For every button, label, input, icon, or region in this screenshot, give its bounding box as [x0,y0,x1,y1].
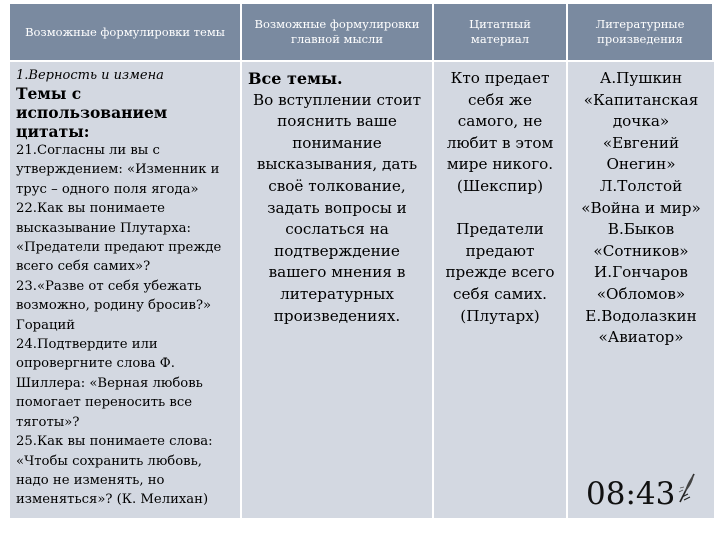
work-item: А.Пушкин [599,69,683,87]
work-item: Л.Толстой [599,176,683,195]
header-main-idea: Возможные формулировки главной мысли [242,4,434,62]
work-item: «Авиатор» [598,328,684,347]
work-item: Е.Водолазкин [585,306,697,325]
main-idea-text: Во вступлении стоит пояснить ваше понимание высказывания, дать своё толкование, задать вопросы и сослаться на подтверждение вашего мнения в литературных произведениях. [252,90,422,325]
topics-table [10,4,714,518]
clock-display [586,470,699,513]
topic-title: 1.Верность и измена [16,68,164,83]
quote-shakespeare: Кто предает себя же самого, не любит в этом мире никого. (Шекспир) [446,69,554,195]
quote-plutarch: Предатели предают прежде всего себя самих. (Плутарх) [445,220,555,325]
work-item: В.Быков [607,220,675,239]
question-25: 25.Как вы понимаете слова: «Чтобы сохранить любовь, надо не изменять, но изменяться»? (К. Мелихан) [16,434,213,508]
topic-subheading: Темы с использованием цитаты: [16,84,168,141]
work-item: И.Гончаров [594,263,688,282]
work-item: «Капитанская дочка» [583,90,699,131]
header-works: Литературные произведения [568,4,714,62]
work-item: «Обломов» [596,284,686,303]
question-24: 24.Подтвердите или опровергните слова Ф. Шиллера: «Верная любовь помогает переносить все тяготы»? [16,337,203,430]
clock-time: 08:43 [586,476,676,513]
question-21: 21.Согласны ли вы с утверждением: «Изменник и трус – одного поля ягода» [16,143,220,197]
question-22: 22.Как вы понимаете высказывание Плутарха: «Предатели предают прежде всего себя самих»? [16,201,222,275]
quill-icon [677,470,699,504]
cell-quotes [434,62,568,518]
work-item: «Евгений Онегин» [602,133,680,174]
cell-main-idea [242,62,434,518]
work-item: «Сотников» [593,241,689,260]
header-topic: Возможные формулировки темы [10,4,242,62]
cell-topics [10,62,242,518]
question-23: 23.«Разве от себя убежать возможно, родину бросив?» Гораций [16,278,212,333]
main-idea-lead: Все темы. [248,69,343,88]
work-item: «Война и мир» [581,198,701,217]
header-quotes: Цитатный материал [434,4,568,62]
cell-works [568,62,714,518]
